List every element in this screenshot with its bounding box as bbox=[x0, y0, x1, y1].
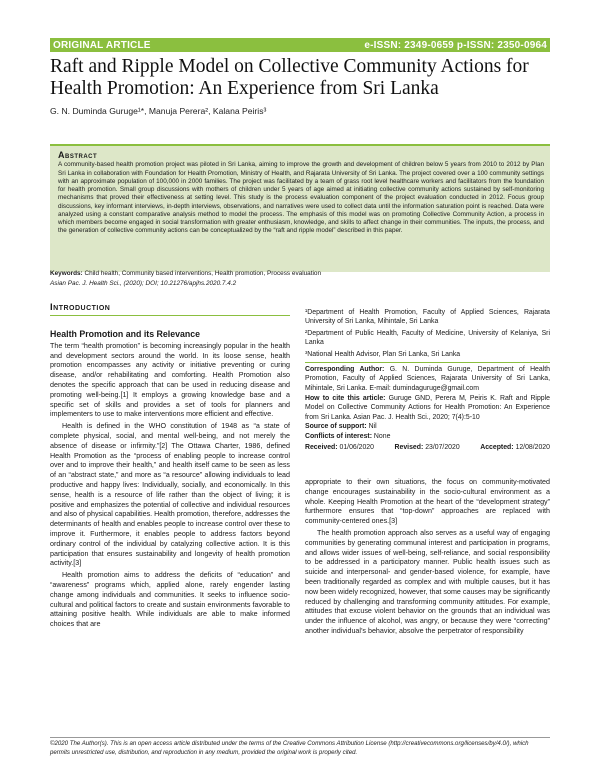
source-of-support bbox=[305, 422, 550, 431]
revised-value: 23/07/2020 bbox=[425, 443, 460, 451]
accepted-label: Accepted: bbox=[480, 443, 514, 451]
revised-label: Revised: bbox=[394, 443, 424, 451]
issn: e-ISSN: 2349-0659 p-ISSN: 2350-0964 bbox=[364, 39, 547, 51]
received-value: 01/06/2020 bbox=[339, 443, 374, 451]
article-title: Raft and Ripple Model on Collective Community Actions for Health Promotion: An Experience from Sri Lanka bbox=[50, 56, 529, 99]
support-label: Source of support: bbox=[305, 423, 367, 431]
license-footer: ©2020 The Author(s). This is an open access article distributed under the terms of the Creative Commons Attribution License (http://creativecommons.org/licenses/by/4.0/), which permits unrestricted use, distribution, and reproduction in any medium, provided the original work is properly cited. bbox=[50, 737, 550, 757]
conflicts-value: None bbox=[373, 433, 391, 441]
article-info bbox=[305, 365, 550, 452]
received-label: Received: bbox=[305, 443, 338, 451]
how-to-cite-label: How to cite this article: bbox=[305, 394, 386, 402]
subheading: Health Promotion and its Relevance bbox=[50, 329, 201, 339]
journal-citation: Asian Pac. J. Health Sci., (2020); DOI; 10.21276/apjhs.2020.7.4.2 bbox=[50, 280, 237, 287]
corresponding-text: G. N. Duminda Guruge, Department of Health Promotion, Faculty of Applied Sciences, Rajarata University of Sri Lanka, Mihintale, Sri Lanka. E-mail: dumindaguruge@gmail.com bbox=[305, 366, 550, 392]
how-to-cite-text: Guruge GND, Perera M, Peiris K. Raft and Ripple Model on Collective Community Actions for Health Promotion: An Experience from Sri Lanka. Asian Pac. J. Health Sci., 2020; 7(4):5-10 bbox=[305, 394, 550, 421]
accepted-date bbox=[480, 443, 550, 452]
introduction-heading: Introduction bbox=[50, 302, 290, 316]
right-column-body bbox=[305, 478, 550, 639]
corresponding-author bbox=[305, 365, 550, 393]
support-value: Nil bbox=[368, 423, 377, 431]
corresponding-label: Corresponding Author: bbox=[305, 366, 385, 374]
how-to-cite bbox=[305, 394, 550, 422]
authors: G. N. Duminda Guruge¹*, Manuja Perera², Kalana Peiris³ bbox=[50, 106, 267, 116]
keywords-text: Child health, Community based interventions, Health promotion, Process evaluation bbox=[84, 270, 322, 277]
paragraph: appropriate to their own situations, the focus on community-motivated change encourages sustainability in the socio-cultural environment as a whole. Keeping Health Promotion at the heart of the “development strategy” furthermore ensures that “top-down” approaches are replaced with community-centered ones.[3] bbox=[305, 478, 550, 526]
divider bbox=[305, 362, 550, 363]
abstract-text: A community-based health promotion project was piloted in Sri Lanka, aiming to improve the growth and development of children below 5 years from 2010 to 2012 by Plan Sri Lanka in collaboration with Foundation for Health Promotion, Ministry of Health, and Rajarata University of Sri Lanka. The project covered over a 100 community settings with an approximate population of 100,000 in 2000 families. The project was facilitated by a team of grass root level healthcare workers and facilitators from the foundation for health promotion. Small group discussions with mothers of children under 5 years of age aimed at initiating collective community actions sustained by self-monitoring mechanisms that proved their effectiveness at setting level. This study is the process evaluation component of the project evaluation conducted in 2012. Focus group discussions, key informant interviews, in-depth interviews, observations, and narratives were used to collect data until the information saturation point is reached. Data were analyzed using a constant comparative analysis method to model the process. The emphasis of this model was on promoting Collective Community Action, a process in which members become engaged in social transformation with greater enthusiasm, knowledge, and skills to affect change in their communities. The inputs, the process, and the generation of collective community actions can be conceptualized by the “raft and ripple model” described in this paper. bbox=[58, 161, 544, 235]
received-date bbox=[305, 443, 374, 452]
paragraph: The health promotion approach also serves as a useful way of engaging communities by generating communal interest and participation in programs, and allows wider issues of well-being, self-reliance, and social responsibility to be addressed in a participatory manner. Public health issues such as suicide and interpersonal- and gender-based violence, for example, have been traditionally regarded as complex and with multiple causes, but it has now been widely recognized, however, that some causes may be significantly reduced by challenging and transforming community attitudes. For example, attitudes that excuse violent behavior on the grounds that an individual was under the influence of alcohol, was angry, or because they were “correcting” another individual’s behavior, absolve the perpetrator of responsibility bbox=[305, 528, 550, 635]
affiliation: ¹Department of Health Promotion, Faculty of Applied Sciences, Rajarata University of Sri Lanka, Mihintale, Sri Lanka bbox=[305, 309, 550, 326]
article-type: ORIGINAL ARTICLE bbox=[53, 39, 151, 51]
paragraph: The term “health promotion” is becoming increasingly popular in the health and development sectors around the world. In its loose sense, health promotion encompasses any activity or initiative preventing or curing disease, and/or rehabilitating and comforting. Health Promotion also denotes the specific approach that can be used in reducing disease and promoting well-being.[1] It employs a growing knowledge base and a specific set of skills and provides a set of tools for planners and implementers to use to make interventions more efficient and effective. bbox=[50, 341, 290, 419]
affiliation: ³National Health Advisor, Plan Sri Lanka, Sri Lanka bbox=[305, 350, 461, 358]
keywords-label: Keywords: bbox=[50, 270, 83, 277]
article-banner bbox=[50, 38, 550, 52]
paragraph: Health promotion aims to address the deficits of “education” and “awareness” programs which, applied alone, rarely engender lasting change among individuals and communities. It seeks to influence socio-cultural and political factors to create and sustain environments favorable to attaining positive health. While individuals are able to make informed choices that are bbox=[50, 571, 290, 629]
paragraph: Health is defined in the WHO constitution of 1948 as “a state of complete physical, social, and mental well-being, and not merely the absence of disease or infirmity.”[2] The Ottawa Charter, 1986, defined Health Promotion as the “process of enabling people to increase control over and to improve their health,” and health itself came to be seen as less of an “abstract state,” and more as “a resource” allowing individuals to lead productive and happy lives: Individually, socially, and economically. In this sense, health is a resource of life rather than the object of living; it is positive and emphasizes the potential of collective and individual resources and also of physical capabilities. Health promotion, therefore, addresses the determinants of health and enables people to increase control over these to improve it. Furthermore, it enables people to address factors beyond ordinary control of the individual by catalyzing collective action. It is this participation that ensures sustainability and longevity of health promotion activity.[3] bbox=[50, 422, 290, 568]
abstract-heading: Abstract bbox=[58, 150, 98, 160]
conflicts-of-interest bbox=[305, 432, 550, 441]
affiliation: ²Department of Public Health, Faculty of Medicine, University of Kelaniya, Sri Lanka bbox=[305, 329, 550, 347]
article-dates bbox=[305, 443, 550, 452]
author-info bbox=[305, 308, 550, 452]
accepted-value: 12/08/2020 bbox=[515, 443, 550, 451]
conflicts-label: Conflicts of interest: bbox=[305, 433, 372, 441]
left-column bbox=[50, 330, 290, 632]
revised-date bbox=[395, 443, 460, 452]
keywords bbox=[50, 269, 550, 278]
abstract-box bbox=[50, 144, 550, 272]
